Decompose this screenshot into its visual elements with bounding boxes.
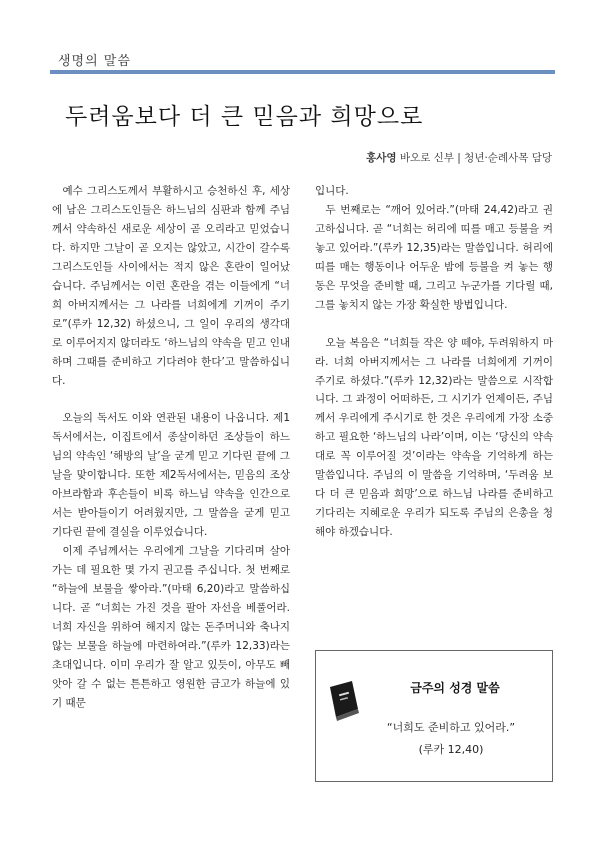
bible-book-icon <box>326 679 362 723</box>
weekly-verse-box <box>315 650 553 782</box>
page-title: 두려움보다 더 큰 믿음과 희망으로 <box>65 104 424 130</box>
header-rule <box>50 70 555 74</box>
section-label: 생명의 말씀 <box>58 54 131 69</box>
right-column <box>315 182 553 542</box>
left-column <box>52 182 290 713</box>
paragraph: 이제 주님께서는 우리에게 그날을 기다리며 살아가는 데 필요한 몇 가지 권고를 주십니다. 첫 번째로 “하늘에 보물을 쌓아라.”(마태 6,20)라고 말씀하십니다. 곧 “너희는 가진 것을 팔아 자선을 베풀어라. 너희 자신을 위하여 해지지 않는 돈주머니와 축나지 않는 보물을 하늘에 마련하여라.”(루카 12,33)라는 초대입니다. 이미 우리가 잘 알고 있듯이, 아무도 빼앗아 갈 수 없는 튼튼하고 영원한 금고가 하늘에 있기 때문 <box>52 545 290 709</box>
verse-reference: (루카 12,40) <box>418 743 484 756</box>
paragraph: 예수 그리스도께서 부활하시고 승천하신 후, 세상에 남은 그리스도인들은 하느님의 심판과 함께 주님께서 약속하신 새로운 세상이 곧 오리라고 믿었습니다. 하지만 그날이 곧 오지는 않았고, 시간이 갈수록 그리스도인들 사이에서는 적지 않은 혼란이 일어났습니다. 주님께서는 이런 혼란을 겪는 이들에게 “너희 아버지께서는 그 나라를 너희에게 기꺼이 주기로”(루카 12,32) 하셨으니, 그 일이 우리의 생각대로 이루어지지 않더라도 ‘하느님의 약속을 믿고 인내하며 그때를 준비하고 기다려야 한다’고 말씀하십니다. <box>52 185 290 387</box>
paragraph: 입니다. <box>315 185 349 197</box>
paragraph: 오늘의 독서도 이와 연관된 내용이 나옵니다. 제1독서에서는, 이집트에서 종살이하던 조상들이 하느님의 약속인 ‘해방의 날’을 굳게 믿고 기다린 끝에 그날을 맞이합니다. 또한 제2독서에서는, 믿음의 조상 아브라함과 후손들이 비록 하느님 약속을 인간으로서는 받아들이기 어려웠지만, 그 말씀을 굳게 믿고 기다린 끝에 결실을 이루었습니다. <box>52 412 290 539</box>
verse-box-title: 금주의 성경 말씀 <box>410 681 500 695</box>
paragraph: 두 번째로는 “깨어 있어라.”(마태 24,42)라고 권고하십니다. 곧 “너희는 허리에 띠를 매고 등불을 켜 놓고 있어라.”(루카 12,35)라는 말씀입니다. 허리에 띠를 매는 행동이나 어두운 밤에 등불을 켜 놓는 행동은 무엇을 준비할 때, 그리고 누군가를 기다릴 때, 그를 놓치지 않는 가장 확실한 방법입니다. <box>315 203 553 311</box>
byline <box>366 150 552 165</box>
verse-text: “너희도 준비하고 있어라.” <box>386 721 516 734</box>
paragraph: 오늘 복음은 “너희들 작은 양 떼야, 두려워하지 마라. 너희 아버지께서는 그 나라를 너희에게 기꺼이 주기로 하셨다.”(루카 12,32)라는 말씀으로 시작합니다. 그 과정이 어떠하든, 그 시기가 언제이든, 주님께서 우리에게 주시기로 한 것은 우리에게 가장 소중하고 필요한 ‘하느님의 나라’이며, 이는 ‘당신의 약속대로 꼭 이루어질 것’이라는 약속을 기억하게 하는 말씀입니다. 주님의 이 말씀을 기억하며, ‘두려움 보다 더 큰 믿음과 희망’으로 하느님 나라를 준비하고 기다리는 지혜로운 우리가 되도록 주님의 은총을 청해야 하겠습니다. <box>315 336 553 539</box>
author-name: 홍사영 <box>366 152 397 164</box>
author-role: 바오로 신부 | 청년·순례사목 담당 <box>399 152 552 164</box>
